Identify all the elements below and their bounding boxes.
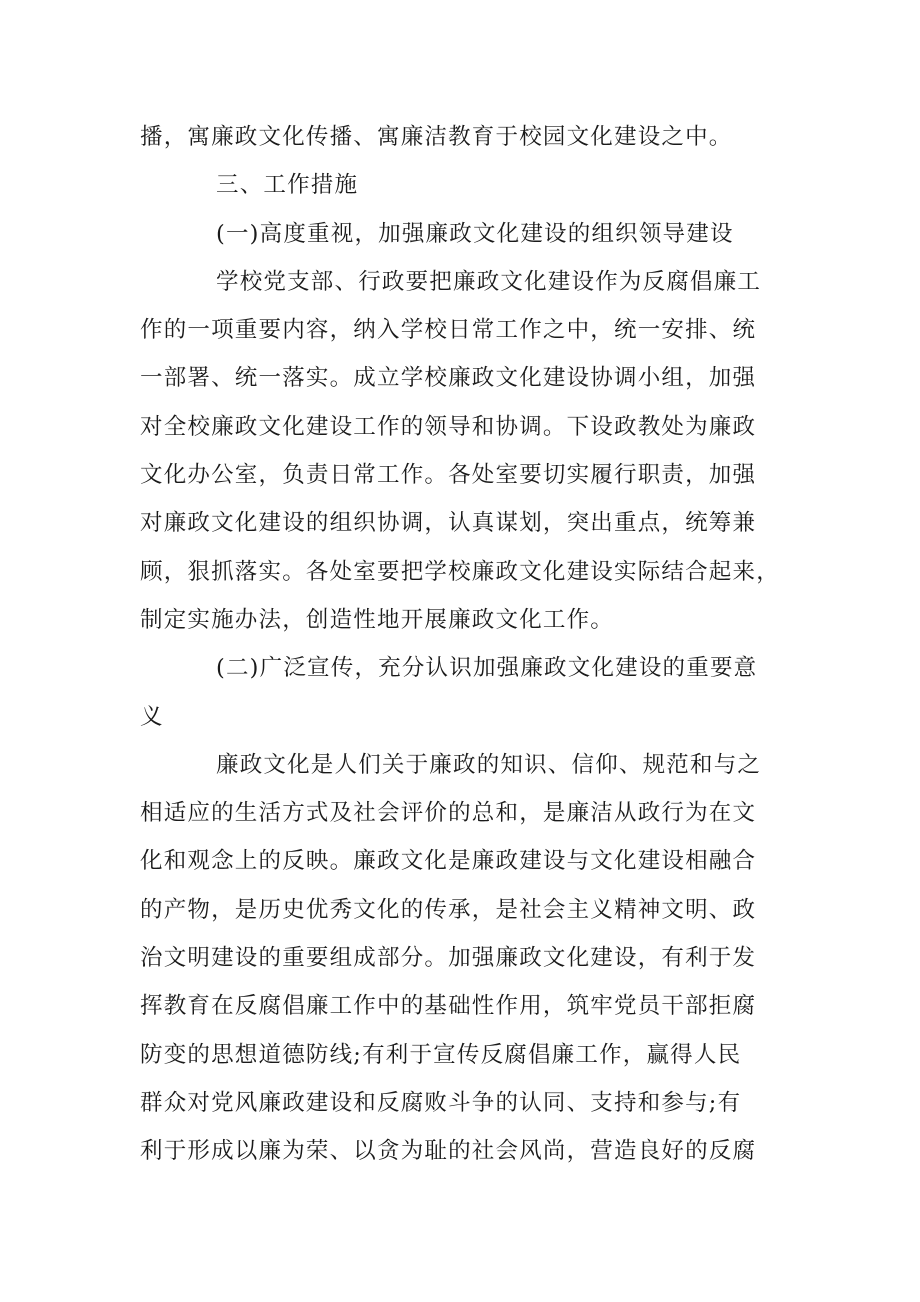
text-line: (二)广泛宣传，充分认识加强廉政文化建设的重要意: [216, 655, 758, 682]
text-line: 挥教育在反腐倡廉工作中的基础性作用，筑牢党员干部拒腐: [140, 993, 757, 1020]
text-line: 一部署、统一落实。成立学校廉政文化建设协调小组，加强: [140, 365, 757, 392]
text-line: 相适应的生活方式及社会评价的总和，是廉洁从政行为在文: [140, 800, 757, 827]
text-line: 对廉政文化建设的组织协调，认真谋划，突出重点，统筹兼: [140, 510, 757, 537]
text-line: 制定实施办法，创造性地开展廉政文化工作。: [140, 606, 615, 633]
document-body: [140, 113, 780, 1176]
text-line: 顾，狠抓落实。各处室要把学校廉政文化建设实际结合起来，: [140, 558, 780, 585]
text-line: 防变的思想道德防线;有利于宣传反腐倡廉工作，赢得人民: [140, 1041, 742, 1068]
text-line: 群众对党风廉政建设和反腐败斗争的认同、支持和参与;有: [140, 1089, 742, 1116]
text-line: 的产物，是历史优秀文化的传承，是社会主义精神文明、政: [140, 896, 757, 923]
text-line: 三、工作措施: [216, 172, 359, 199]
text-line: 学校党支部、行政要把廉政文化建设作为反腐倡廉工: [216, 268, 762, 295]
text-line: (一)高度重视，加强廉政文化建设的组织领导建设: [216, 220, 734, 247]
text-line: 利于形成以廉为荣、以贪为耻的社会风尚，营造良好的反腐: [140, 1138, 757, 1165]
text-line: 廉政文化是人们关于廉政的知识、信仰、规范和与之: [216, 751, 762, 778]
text-line: 义: [140, 703, 164, 730]
text-line: 化和观念上的反映。廉政文化是廉政建设与文化建设相融合: [140, 848, 757, 875]
text-line: 文化办公室，负责日常工作。各处室要切实履行职责，加强: [140, 462, 757, 489]
text-line: 播，寓廉政文化传播、寓廉洁教育于校园文化建设之中。: [140, 124, 733, 150]
text-line: 治文明建设的重要组成部分。加强廉政文化建设，有利于发: [140, 945, 757, 972]
text-line: 对全校廉政文化建设工作的领导和协调。下设政教处为廉政: [140, 413, 757, 440]
text-line: 作的一项重要内容，纳入学校日常工作之中，统一安排、统: [140, 317, 757, 344]
